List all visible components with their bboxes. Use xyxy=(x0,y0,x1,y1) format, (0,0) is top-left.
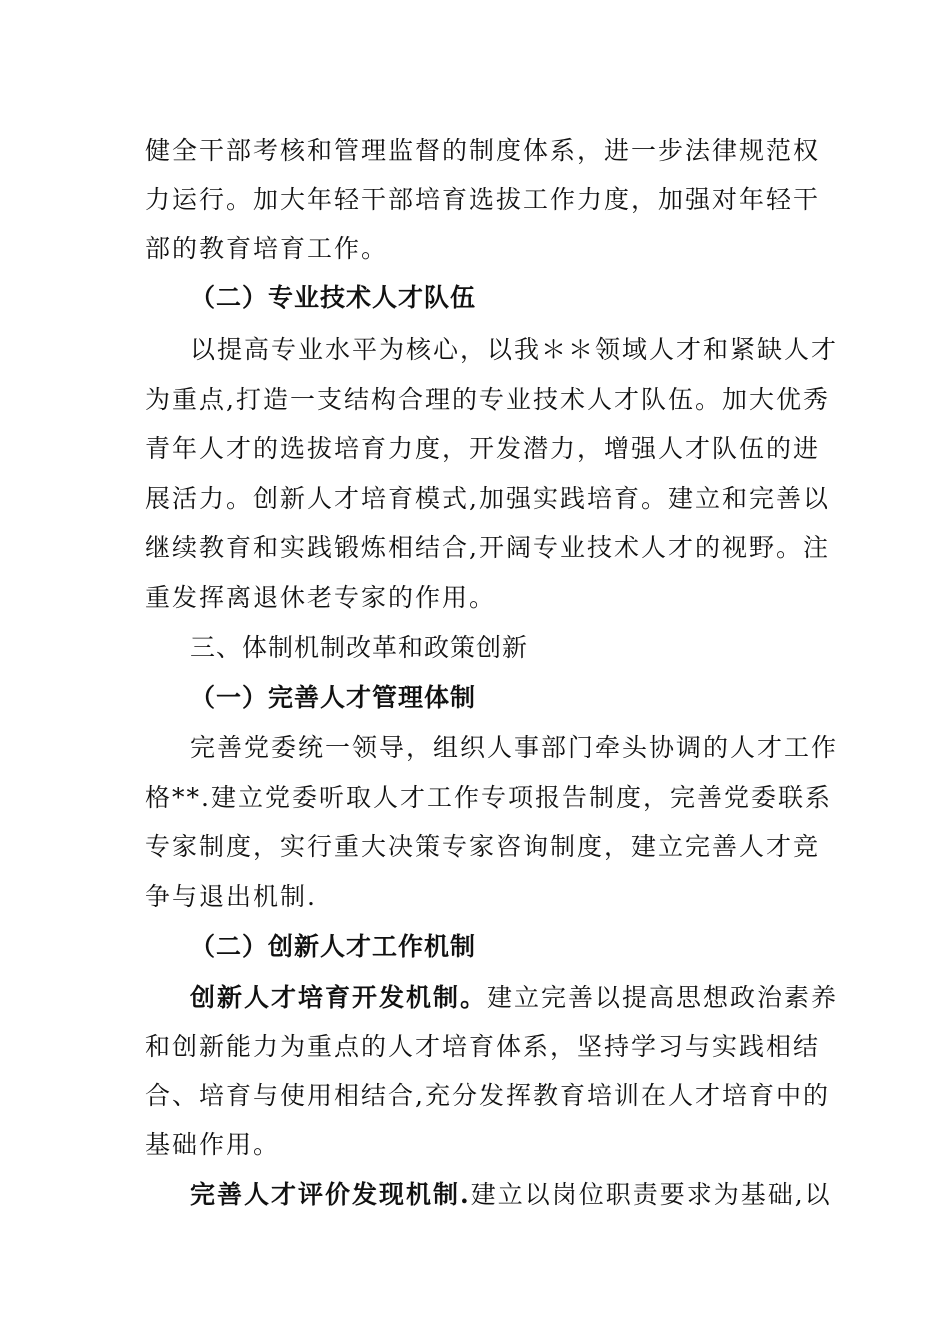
body-text-line: 继续教育和实践锻炼相结合,开阔专业技术人才的视野。注 xyxy=(145,533,830,562)
paragraph-text: 建立完善以提高思想政治素养 xyxy=(487,983,839,1012)
body-text-line: 合、培育与使用相结合,充分发挥教育培训在人才培育中的 xyxy=(145,1081,830,1110)
body-text-line: 部的教育培育工作。 xyxy=(145,234,389,263)
body-text-line: 青年人才的选拔培育力度，开发潜力，增强人才队伍的进 xyxy=(145,434,821,463)
body-text-line: 重发挥离退休老专家的作用。 xyxy=(145,583,497,612)
section-heading: （一）完善人才管理体制 xyxy=(190,683,477,712)
body-text-line: 以提高专业水平为核心，以我＊＊领域人才和紧缺人才 xyxy=(190,335,839,364)
body-text-line: 基础作用。 xyxy=(145,1130,281,1159)
paragraph-lead: 完善人才评价发现机制. xyxy=(190,1180,471,1209)
body-text-line: 格**.建立党委听取人才工作专项报告制度，完善党委联系 xyxy=(145,783,832,812)
body-text-line: 健全干部考核和管理监督的制度体系，进一步法律规范权 xyxy=(145,136,821,165)
body-text-line: 争与退出机制. xyxy=(145,882,317,911)
body-text-line: 为重点,打造一支结构合理的专业技术人才队伍。加大优秀 xyxy=(145,385,830,414)
paragraph-text: 建立以岗位职责要求为基础,以 xyxy=(470,1180,832,1209)
body-text-line xyxy=(190,1175,832,1215)
body-text-line: 力运行。加大年轻干部培育选拔工作力度，加强对年轻干 xyxy=(145,185,821,214)
body-text-line: 专家制度，实行重大决策专家咨询制度，建立完善人才竞 xyxy=(145,832,821,861)
section-heading: （二）专业技术人才队伍 xyxy=(190,283,477,312)
chapter-heading: 三、体制机制改革和政策创新 xyxy=(190,633,529,662)
body-text-line xyxy=(190,978,839,1018)
section-heading: （二）创新人才工作机制 xyxy=(190,932,477,961)
body-text-line: 和创新能力为重点的人才培育体系，坚持学习与实践相结 xyxy=(145,1032,821,1061)
paragraph-lead: 创新人才培育开发机制。 xyxy=(190,983,488,1012)
body-text-line: 展活力。创新人才培育模式,加强实践培育。建立和完善以 xyxy=(145,484,830,513)
body-text-line: 完善党委统一领导，组织人事部门牵头协调的人才工作 xyxy=(190,733,839,762)
